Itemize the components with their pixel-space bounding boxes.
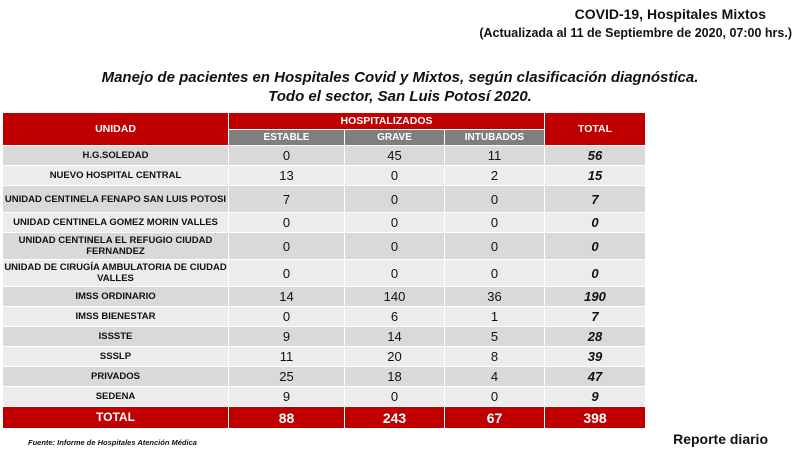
table-row [3,146,646,166]
estable-value: 0 [229,233,345,260]
total-value: 0 [545,213,646,233]
table-row [3,213,646,233]
unit-name: IMSS ORDINARIO [3,287,229,307]
intubados-value: 0 [445,260,545,287]
table-row [3,307,646,327]
unit-name: IMSS BIENESTAR [3,307,229,327]
total-value: 28 [545,327,646,347]
estable-value: 11 [229,347,345,367]
intubados-value: 36 [445,287,545,307]
estable-value: 0 [229,146,345,166]
estable-value: 0 [229,260,345,287]
grave-value: 45 [345,146,445,166]
total-value: 9 [545,387,646,407]
unit-name: SSSLP [3,347,229,367]
header-total: TOTAL [545,113,646,146]
total-estable: 88 [229,407,345,429]
estable-value: 14 [229,287,345,307]
total-label: TOTAL [3,407,229,429]
intubados-value: 5 [445,327,545,347]
table-total-row [3,407,646,429]
table-row [3,260,646,287]
intubados-value: 8 [445,347,545,367]
grave-value: 0 [345,233,445,260]
header-unidad: UNIDAD [3,113,229,146]
table-row [3,166,646,186]
grave-value: 6 [345,307,445,327]
table-title-line-2: Todo el sector, San Luis Potosí 2020. [268,88,532,105]
total-value: 15 [545,166,646,186]
table-row [3,186,646,213]
grave-value: 0 [345,186,445,213]
unit-name: H.G.SOLEDAD [3,146,229,166]
total-grave: 243 [345,407,445,429]
table-row [3,287,646,307]
grave-value: 20 [345,347,445,367]
unit-name: PRIVADOS [3,367,229,387]
grave-value: 0 [345,260,445,287]
unit-name: UNIDAD CENTINELA GOMEZ MORIN VALLES [3,213,229,233]
header-intubados: INTUBADOS [445,129,545,146]
grave-value: 0 [345,166,445,186]
total-value: 47 [545,367,646,387]
intubados-value: 0 [445,186,545,213]
total-value: 7 [545,307,646,327]
intubados-value: 11 [445,146,545,166]
header-estable: ESTABLE [229,129,345,146]
table-row [3,327,646,347]
total-value: 0 [545,260,646,287]
total-intubados: 67 [445,407,545,429]
total-value: 0 [545,233,646,260]
table-title-line-1: Manejo de pacientes en Hospitales Covid y Mixtos, según clasificación diagnóstica. [101,69,699,86]
estable-value: 13 [229,166,345,186]
grave-value: 14 [345,327,445,347]
estable-value: 7 [229,186,345,213]
total-value: 39 [545,347,646,367]
total-value: 7 [545,186,646,213]
table-row [3,233,646,260]
estable-value: 25 [229,367,345,387]
unit-name: NUEVO HOSPITAL CENTRAL [3,166,229,186]
intubados-value: 0 [445,213,545,233]
unit-name: UNIDAD DE CIRUGÍA AMBULATORIA DE CIUDAD VALLES [3,260,229,287]
unit-name: ISSSTE [3,327,229,347]
grave-value: 0 [345,387,445,407]
unit-name: UNIDAD CENTINELA EL REFUGIO CIUDAD FERNANDEZ [3,233,229,260]
header-hospitalizados: HOSPITALIZADOS [229,113,545,130]
estable-value: 0 [229,213,345,233]
report-update-date: (Actualizada al 11 de Septiembre de 2020, 07:00 hrs.) [479,26,792,40]
grave-value: 18 [345,367,445,387]
table-row [3,347,646,367]
intubados-value: 2 [445,166,545,186]
total-total: 398 [545,407,646,429]
estable-value: 0 [229,307,345,327]
table-title [0,68,800,106]
total-value: 190 [545,287,646,307]
report-title: COVID-19, Hospitales Mixtos [574,6,766,22]
intubados-value: 4 [445,367,545,387]
estable-value: 9 [229,327,345,347]
header-grave: GRAVE [345,129,445,146]
table-row [3,387,646,407]
grave-value: 140 [345,287,445,307]
intubados-value: 1 [445,307,545,327]
grave-value: 0 [345,213,445,233]
unit-name: SEDENA [3,387,229,407]
hospital-patients-table [2,112,646,429]
estable-value: 9 [229,387,345,407]
total-value: 56 [545,146,646,166]
unit-name: UNIDAD CENTINELA FENAPO SAN LUIS POTOSI [3,186,229,213]
intubados-value: 0 [445,387,545,407]
table-row [3,367,646,387]
source-note: Fuente: Informe de Hospitales Atención Médica [28,438,197,447]
intubados-value: 0 [445,233,545,260]
daily-report-label: Reporte diario [673,431,768,447]
